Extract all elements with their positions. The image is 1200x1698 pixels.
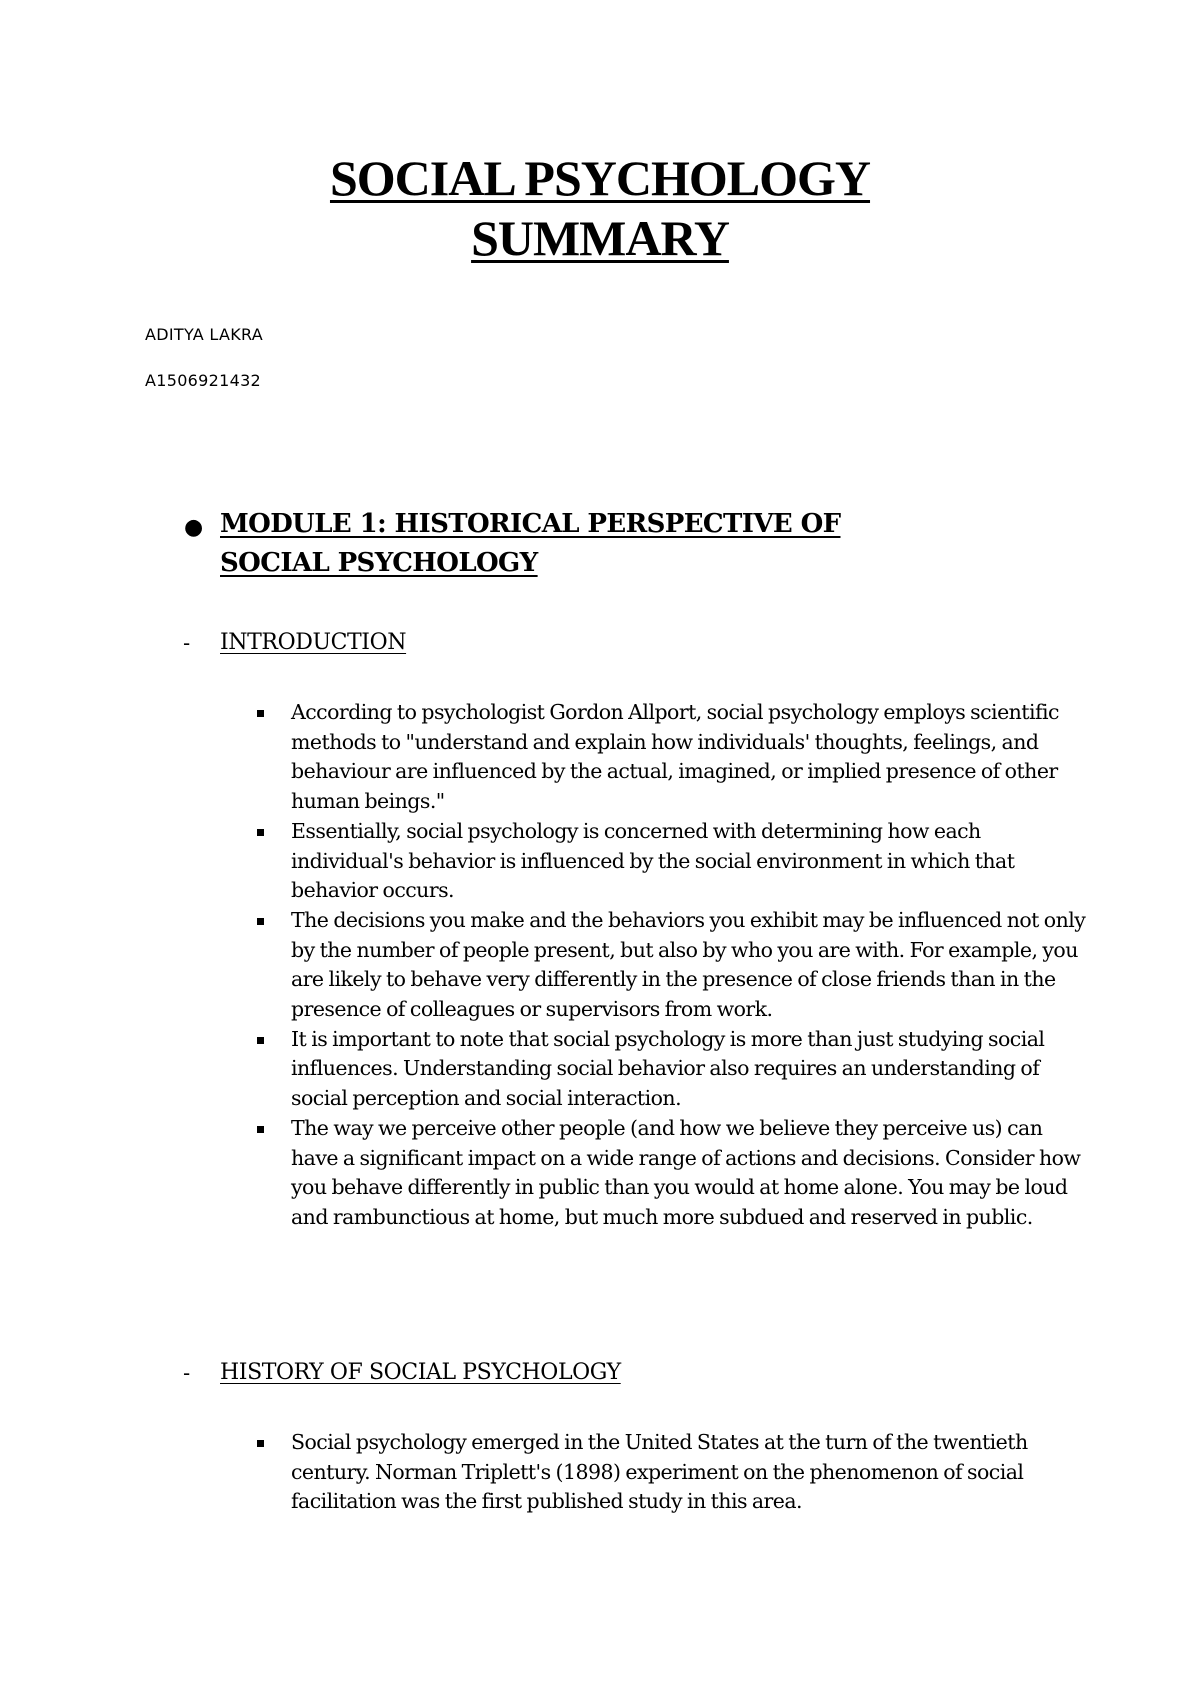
square-bullet-icon xyxy=(257,829,264,836)
list-item: The way we perceive other people (and how we believe they perceive us) can have a significant impact on a wide range of actions and decisions. Consider how you behave differently in public than you would at home alone. You may be loud and rambunctious at home, but much more subdued and reserved in public. xyxy=(257,1114,1087,1233)
square-bullet-icon xyxy=(257,1126,264,1133)
history-bullet-list xyxy=(257,1428,1087,1517)
introduction-bullet-list xyxy=(257,698,1087,1233)
author-name: ADITYA LAKRA xyxy=(145,325,264,344)
list-item: The decisions you make and the behaviors you exhibit may be influenced not only by the number of people present, but also by who you are with. For example, you are likely to behave very differently in the presence of close friends than in the presence of colleagues or supervisors from work. xyxy=(257,906,1087,1025)
module-heading-line-2: SOCIAL PSYCHOLOGY xyxy=(220,548,538,578)
round-bullet-icon: ● xyxy=(184,515,204,540)
module-heading-line-1: MODULE 1: HISTORICAL PERSPECTIVE OF xyxy=(220,509,841,539)
dash-bullet-icon: - xyxy=(183,631,191,655)
square-bullet-icon xyxy=(257,1440,264,1447)
square-bullet-icon xyxy=(257,918,264,925)
list-item: Essentially, social psychology is concerned with determining how each individual's behavior is influenced by the social environment in which that behavior occurs. xyxy=(257,817,1087,906)
document-title-line-2: SUMMARY xyxy=(471,210,729,266)
square-bullet-icon xyxy=(257,1037,264,1044)
section-title: HISTORY OF SOCIAL PSYCHOLOGY xyxy=(220,1360,621,1385)
module-heading xyxy=(220,505,980,583)
student-id: A1506921432 xyxy=(145,371,262,390)
list-item: According to psychologist Gordon Allport, social psychology employs scientific methods to "understand and explain how individuals' thoughts, feelings, and behaviour are influenced by the actual, imagined, or implied presence of other human beings." xyxy=(257,698,1087,817)
section-title: INTRODUCTION xyxy=(220,630,407,655)
dash-bullet-icon: - xyxy=(183,1361,191,1385)
square-bullet-icon xyxy=(257,710,264,717)
list-item: Social psychology emerged in the United States at the turn of the twentieth century. Norman Triplett's (1898) experiment on the phenomenon of social facilitation was the first published study in this area. xyxy=(257,1428,1087,1517)
document-title-line-1: SOCIAL PSYCHOLOGY xyxy=(329,150,871,206)
list-item: It is important to note that social psychology is more than just studying social influences. Understanding social behavior also requires an understanding of social perception and social interaction. xyxy=(257,1025,1087,1114)
